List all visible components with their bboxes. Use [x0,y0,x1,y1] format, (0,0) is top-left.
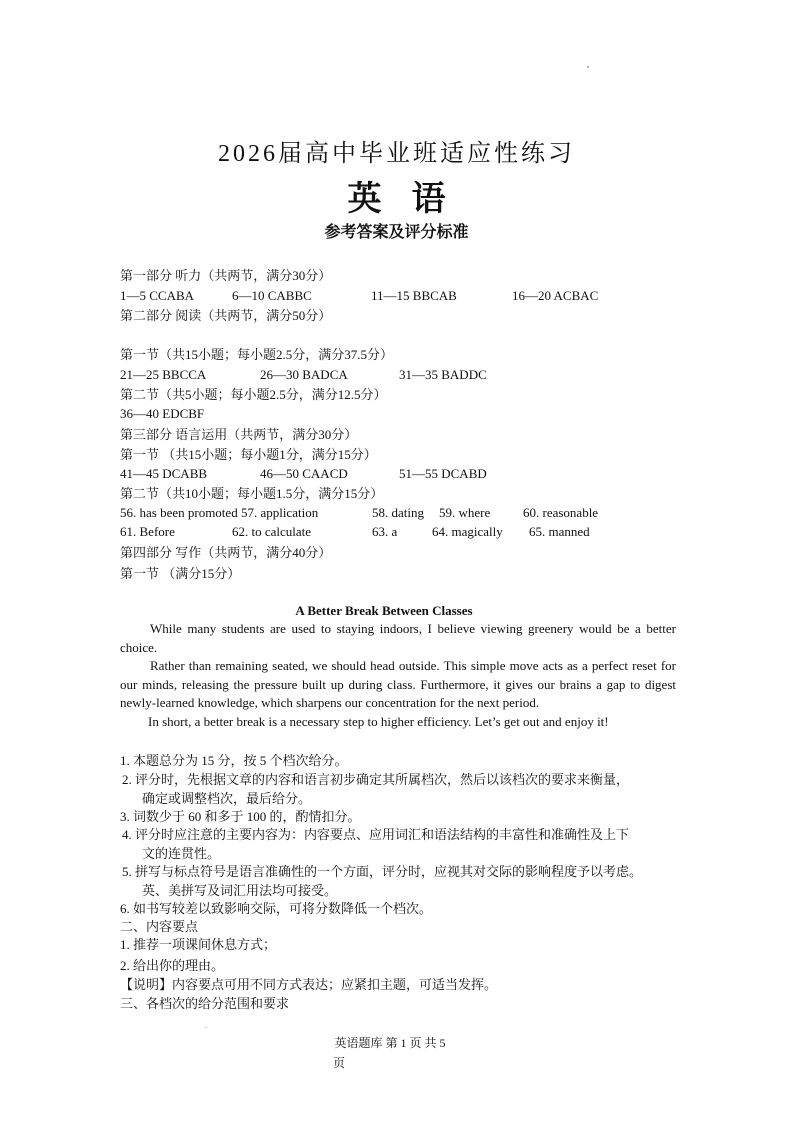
answer-item: 61. Before [120,524,175,539]
answer-group: 31—35 BADDC [399,367,487,382]
page-footer-continued: 页 [333,1056,346,1070]
part3-section1-heading: 第一节 （共15小题；每小题1分，满分15分） [120,447,377,462]
answer-group: 26—30 BADCA [260,367,348,382]
answer-item: 64. magically [432,524,503,539]
answer-group: 21—25 BBCCA [120,367,207,382]
essay-paragraph-1 [120,620,676,657]
part4-section1-heading: 第一节 （满分15分） [120,566,241,581]
answer-item: 58. dating [372,505,424,520]
answer-group: 51—55 DCABD [399,466,487,481]
rule-text-continued: 英、美拼写及词汇用法均可接受。 [142,882,338,898]
grade-range-heading: 三、各档次的给分范围和要求 [120,996,290,1011]
answer-item: 60. reasonable [523,505,599,520]
rule-text-continued: 确定或调整档次，最后给分。 [142,790,312,806]
content-point-2: 2. 给出你的理由。 [120,958,225,973]
answer-group: 36—40 EDCBF [120,406,205,421]
part4-heading: 第四部分 写作（共两节，满分40分） [120,545,332,560]
rule-3: 3. 词数少于 60 和多于 100 的，酌情扣分。 [120,809,361,824]
answer-group: 16—20 ACBAC [512,288,599,303]
rule-5 [122,863,684,900]
essay-paragraph-text: Rather than remaining seated, we should head outside. This simple move acts as a perfect reset for our minds, releasing the pressure built up during class. Furthermore, it gives our brains a gap to digest newly-learned knowledge, which sharpens our concentration for the next period. [120,658,676,710]
answer-group: 11—15 BBCAB [371,288,457,303]
content-point-1: 1. 推荐一项课间休息方式； [120,937,277,952]
rule-text: 2. 评分时，先根据文章的内容和语言初步确定其所属档次，然后以该档次的要求来衡量， [122,772,630,787]
part1-heading: 第一部分 听力（共两节，满分30分） [120,268,332,283]
answer-item: 62. to calculate [232,524,312,539]
content-note: 【说明】内容要点可用不同方式表达；应紧扣主题，可适当发挥。 [120,977,498,992]
scan-speck [205,1027,207,1028]
answer-group: 1—5 CCABA [120,288,195,303]
part3-heading: 第三部分 语言运用（共两节，满分30分） [120,427,358,442]
part2-section1-heading: 第一节（共15小题；每小题2.5分，满分37.5分） [120,347,394,362]
part2-section2-heading: 第二节（共5小题；每小题2.5分，满分12.5分） [120,387,387,402]
rule-text: 4. 评分时应注意的主要内容为：内容要点、应用词汇和语法结构的丰富性和准确性及上下 [122,827,630,842]
essay-paragraph-text: In short, a better break is a necessary step to higher efficiency. Let’s get out and enjoy it! [148,714,609,729]
rule-6: 6. 如书写较差以致影响交际，可将分数降低一个档次。 [120,901,433,916]
answer-item: 65. manned [529,524,590,539]
page-title: 2026届高中毕业班适应性练习 [218,141,575,167]
essay-paragraph-2 [120,657,676,713]
rule-1: 1. 本题总分为 15 分，按 5 个档次给分。 [120,753,348,768]
answer-group: 46—50 CAACD [260,466,348,481]
rule-text-continued: 文的连贯性。 [142,845,221,861]
part3-section2-heading: 第二节（共10小题；每小题1.5分，满分15分） [120,486,384,501]
rule-text: 5. 拼写与标点符号是语言准确性的一个方面，评分时，应视其对交际的影响程度予以考虑。 [122,864,643,879]
essay-paragraph-3 [122,713,682,732]
answer-item: 56. has been promoted 57. application [120,505,319,520]
rule-4 [122,826,684,863]
subject-heading: 英语 [347,181,476,218]
page-footer: 英语题库 第 1 页 共 5 [334,1036,446,1050]
essay-title: A Better Break Between Classes [295,603,473,618]
essay-paragraph-text: While many students are used to staying indoors, I believe viewing greenery would be a better choice. [120,621,676,655]
answer-item: 63. a [372,524,398,539]
answer-group: 41—45 DCABB [120,466,208,481]
scan-speck [587,66,589,68]
content-points-heading: 二、内容要点 [120,919,199,934]
answer-key-heading: 参考答案及评分标准 [324,224,469,241]
part2-heading: 第二部分 阅读（共两节，满分50分） [120,308,332,323]
answer-group: 6—10 CABBC [232,288,312,303]
answer-item: 59. where [439,505,491,520]
rule-2 [122,771,684,808]
